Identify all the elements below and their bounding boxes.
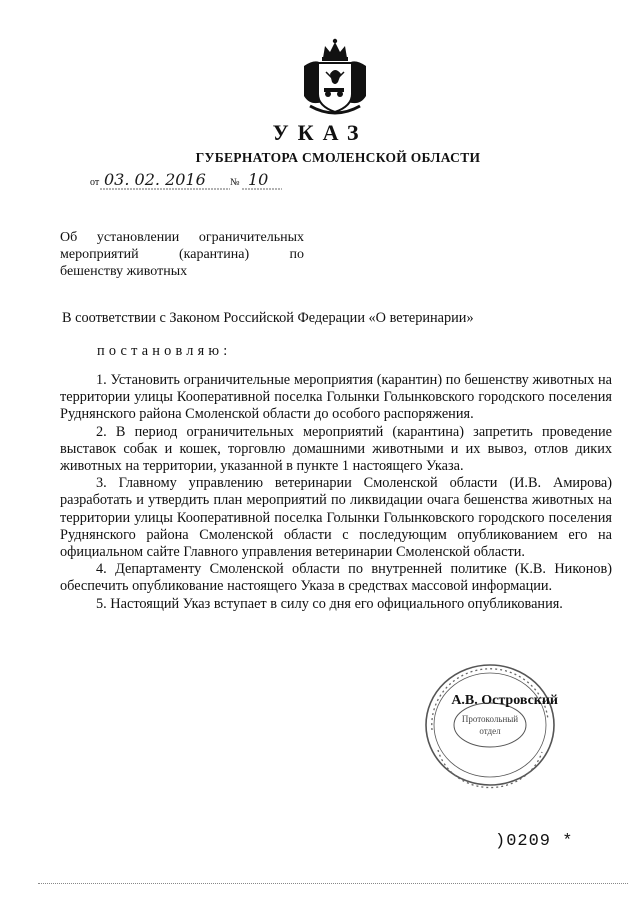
round-stamp	[420, 660, 560, 790]
handwritten-date: 03. 02. 2016	[104, 170, 206, 189]
resolve-word: постановляю:	[97, 343, 232, 359]
number-underline	[242, 188, 282, 191]
stamp-text-line-2: отдел	[479, 726, 501, 736]
bottom-rule	[38, 883, 628, 885]
subject-line-1: Об установлении ограничительных	[60, 230, 304, 245]
coat-of-arms-emblem	[296, 36, 374, 116]
paragraph-2: 2. В период ограничительных мероприятий (карантина) запретить проведение выставок собак и кошек, торговлю домашними животными и их вывоз, отлов диких животных на территории, указанной в пункте 1 настоящего Указа.	[60, 423, 612, 475]
document-number: )0209 *	[495, 832, 574, 851]
paragraph-5: 5. Настоящий Указ вступает в силу со дня его официального опубликования.	[96, 595, 563, 612]
paragraph-3: 3. Главному управлению ветеринарии Смоленской области (И.В. Амирова) разработать и утвердить план мероприятий по ликвидации очага бешенства животных на территории улицы Кооперативной поселка Голынки Голынковского городского поселения Руднянского района Смоленской области с последующим опубликованием его на официальном сайте Главного управления ветеринарии Смоленской области.	[60, 475, 612, 561]
date-prefix: от	[90, 177, 100, 188]
document-title: УКАЗ	[272, 120, 368, 145]
paragraph-4: 4. Департаменту Смоленской области по внутренней политике (К.В. Никонов) обеспечить опубликование настоящего Указа в средствах массовой информации.	[60, 561, 612, 595]
subject-line-2: мероприятий (карантина) по	[60, 247, 304, 262]
date-number-line	[90, 170, 290, 192]
paragraph-1: 1. Установить ограничительные мероприятия (карантин) по бешенству животных на территории улицы Кооперативной поселка Голынки Голынковского городского поселения Руднянского района Смоленской области до особого распоряжения.	[60, 372, 612, 423]
subject-block	[60, 229, 304, 280]
subject-line-3: бешенству животных	[60, 264, 188, 279]
signature-name: А.В. Островский	[451, 693, 558, 708]
decree-body	[60, 372, 612, 613]
document-subtitle: ГУБЕРНАТОРА СМОЛЕНСКОЙ ОБЛАСТИ	[195, 150, 481, 165]
date-underline	[100, 188, 230, 191]
stamp-text-line-1: Протокольный	[461, 714, 519, 724]
number-prefix: №	[230, 177, 240, 188]
handwritten-number: 10	[248, 170, 269, 189]
intro-text: В соответствии с Законом Российской Федерации «О ветеринарии»	[62, 310, 474, 326]
